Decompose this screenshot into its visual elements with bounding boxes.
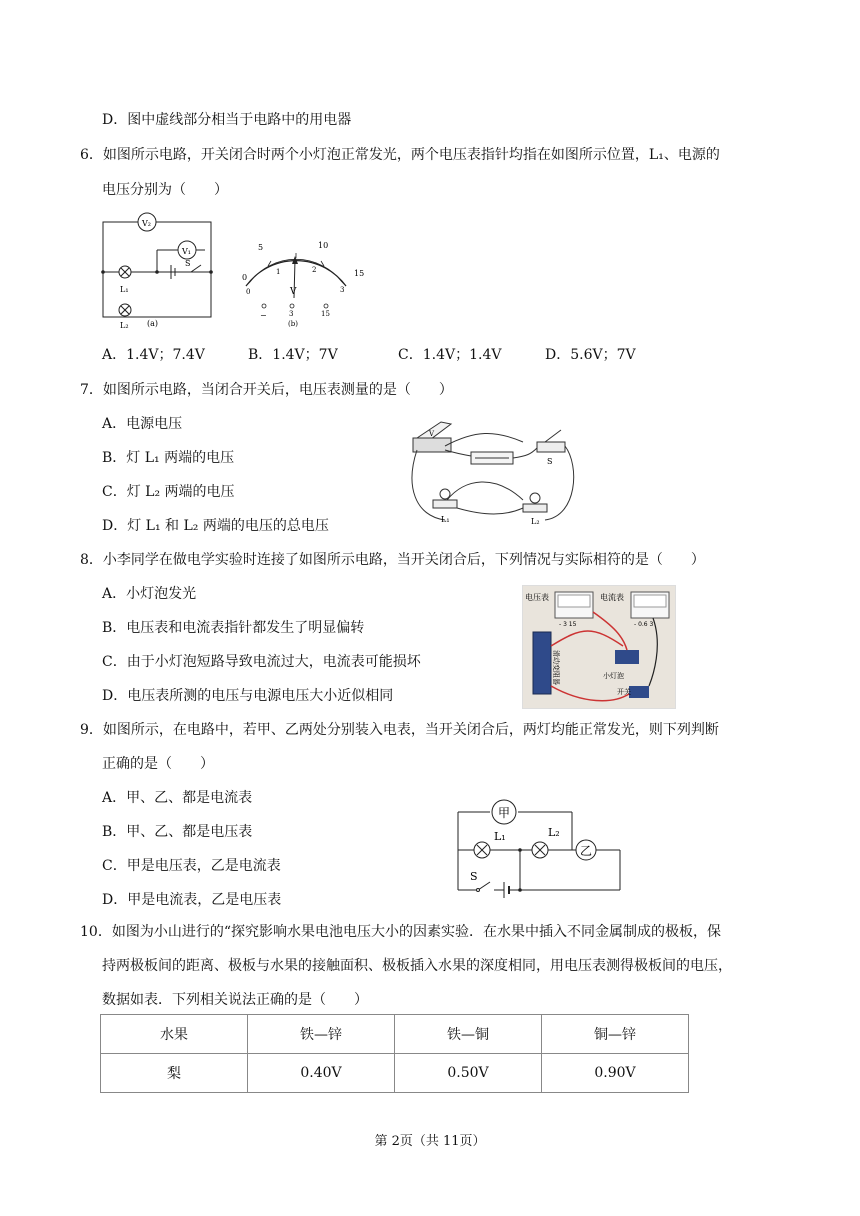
q6a-v2-label: V₂	[142, 219, 151, 228]
q8-experiment-photo	[522, 585, 676, 709]
table-row	[101, 1054, 689, 1093]
q8-photo-bulb-label: 小灯泡	[603, 672, 624, 680]
q7-fig-l1-label: L₁	[441, 515, 450, 524]
q6b-top-0: 0	[242, 273, 248, 282]
q10-stem-line1: 10．如图为小山进行的“探究影响水果电池电压大小的因素实验．在水果中插入不同金属制成的极板，保	[80, 924, 721, 940]
table-cell: 0.90V	[542, 1054, 689, 1093]
q7-option-d: D．灯 L₁ 和 L₂ 两端的电压的总电压	[102, 518, 329, 534]
q9-stem-line2: 正确的是（ ）	[102, 756, 214, 772]
q10-stem-line3: 数据如表．下列相关说法正确的是（ ）	[102, 992, 368, 1008]
q8-photo-voltmeter-label: 电压表	[525, 593, 549, 602]
q6a-v1-label: V₁	[182, 247, 191, 256]
q6-stem-line2: 电压分别为（ ）	[102, 182, 228, 198]
q6-option-d: D．5.6V；7V	[545, 347, 636, 363]
q6-stem-line1: 6．如图所示电路，开关闭合时两个小灯泡正常发光，两个电压表指针均指在如图所示位置，L₁、电源的	[80, 147, 720, 163]
q6b-top-10: 10	[318, 241, 329, 250]
q9-option-c: C．甲是电压表，乙是电流表	[102, 858, 281, 874]
q8-option-c: C．由于小灯泡短路导致电流过大，电流表可能损坏	[102, 654, 421, 670]
q6b-bottom-0: 0	[246, 288, 251, 296]
q8-option-b: B．电压表和电流表指针都发生了明显偏转	[102, 620, 365, 636]
q8-stem: 8．小李同学在做电学实验时连接了如图所示电路，当开关闭合后，下列情况与实际相符的是（ ）	[80, 552, 705, 568]
q8-photo-voltmeter-terminals: - 3 15	[559, 621, 577, 628]
q7-circuit-figure	[405, 416, 577, 531]
page-footer: 第 2页（共 11页）	[374, 1134, 486, 1149]
q6b-unit-v: V	[290, 287, 297, 297]
q9-option-b: B．甲、乙、都是电压表	[102, 824, 253, 840]
q7-option-b: B．灯 L₁ 两端的电压	[102, 450, 235, 466]
q6b-bottom-2: 2	[312, 266, 317, 274]
q7-fig-l2-label: L₂	[531, 517, 540, 526]
q6b-terminal-15: 15	[321, 310, 330, 318]
q7-fig-v-label: V	[429, 430, 435, 438]
q8-photo-ammeter-label: 电流表	[600, 593, 624, 602]
q6-option-b: B．1.4V；7V	[248, 347, 338, 363]
q6a-l1-label: L₁	[120, 285, 129, 294]
q6a-caption: (a)	[147, 319, 159, 328]
table-header-cell: 铁—锌	[248, 1015, 395, 1054]
q9-option-a: A．甲、乙、都是电流表	[102, 790, 253, 806]
q7-stem: 7．如图所示电路，当闭合开关后，电压表测量的是（ ）	[80, 382, 453, 398]
q8-option-a: A．小灯泡发光	[102, 586, 197, 602]
q8-photo-ammeter-terminals: - 0.6 3	[634, 621, 654, 628]
q8-photo-switch-label: 开关	[617, 688, 631, 696]
q10-data-table	[100, 1014, 689, 1093]
q6a-s-label: S	[185, 259, 191, 268]
q6-voltmeter-dial-figure-b	[228, 236, 363, 328]
q8-option-d: D．电压表所测的电压与电源电压大小近似相同	[102, 688, 394, 704]
table-header-cell: 铜—锌	[542, 1015, 689, 1054]
q9-jia-meter: 甲	[498, 806, 511, 820]
table-header-row	[101, 1015, 689, 1054]
q9-yi-meter: 乙	[580, 844, 593, 858]
q6-option-a: A．1.4V；7.4V	[102, 347, 205, 363]
q5-option-d: D．图中虚线部分相当于电路中的用电器	[102, 112, 352, 128]
table-cell: 0.50V	[395, 1054, 542, 1093]
q6-circuit-figure-a	[95, 210, 220, 332]
q9-option-d: D．甲是电流表，乙是电压表	[102, 892, 282, 908]
table-header-cell: 铁—铜	[395, 1015, 542, 1054]
q6b-terminal-3: 3	[289, 310, 294, 318]
q8-photo-rheostat-label: 滑动变阻器	[552, 650, 560, 685]
q10-stem-line2: 持两极板间的距离、极板与水果的接触面积、极板插入水果的深度相同，用电压表测得极板间的电压，	[102, 958, 732, 974]
q9-s-label: S	[470, 870, 478, 883]
q9-l2-label: L₂	[548, 826, 560, 839]
q9-stem-line1: 9．如图所示，在电路中，若甲、乙两处分别装入电表，当开关闭合后，两灯均能正常发光，则下列判断	[80, 722, 719, 738]
table-cell: 梨	[101, 1054, 248, 1093]
q7-fig-s-label: S	[547, 457, 553, 466]
q9-circuit-figure	[452, 796, 627, 896]
q6b-top-5: 5	[258, 243, 264, 252]
q6b-caption: (b)	[288, 320, 298, 328]
q6-option-c: C．1.4V；1.4V	[398, 347, 502, 363]
q7-option-c: C．灯 L₂ 两端的电压	[102, 484, 235, 500]
table-cell: 0.40V	[248, 1054, 395, 1093]
table-header-cell: 水果	[101, 1015, 248, 1054]
q6a-l2-label: L₂	[120, 321, 129, 330]
q7-option-a: A．电源电压	[102, 416, 183, 432]
q9-l1-label: L₁	[494, 830, 506, 843]
q6b-terminal-minus: −	[260, 311, 267, 320]
q6b-top-15: 15	[354, 269, 365, 278]
q6b-bottom-1: 1	[276, 268, 281, 276]
q6b-bottom-3: 3	[340, 286, 345, 294]
